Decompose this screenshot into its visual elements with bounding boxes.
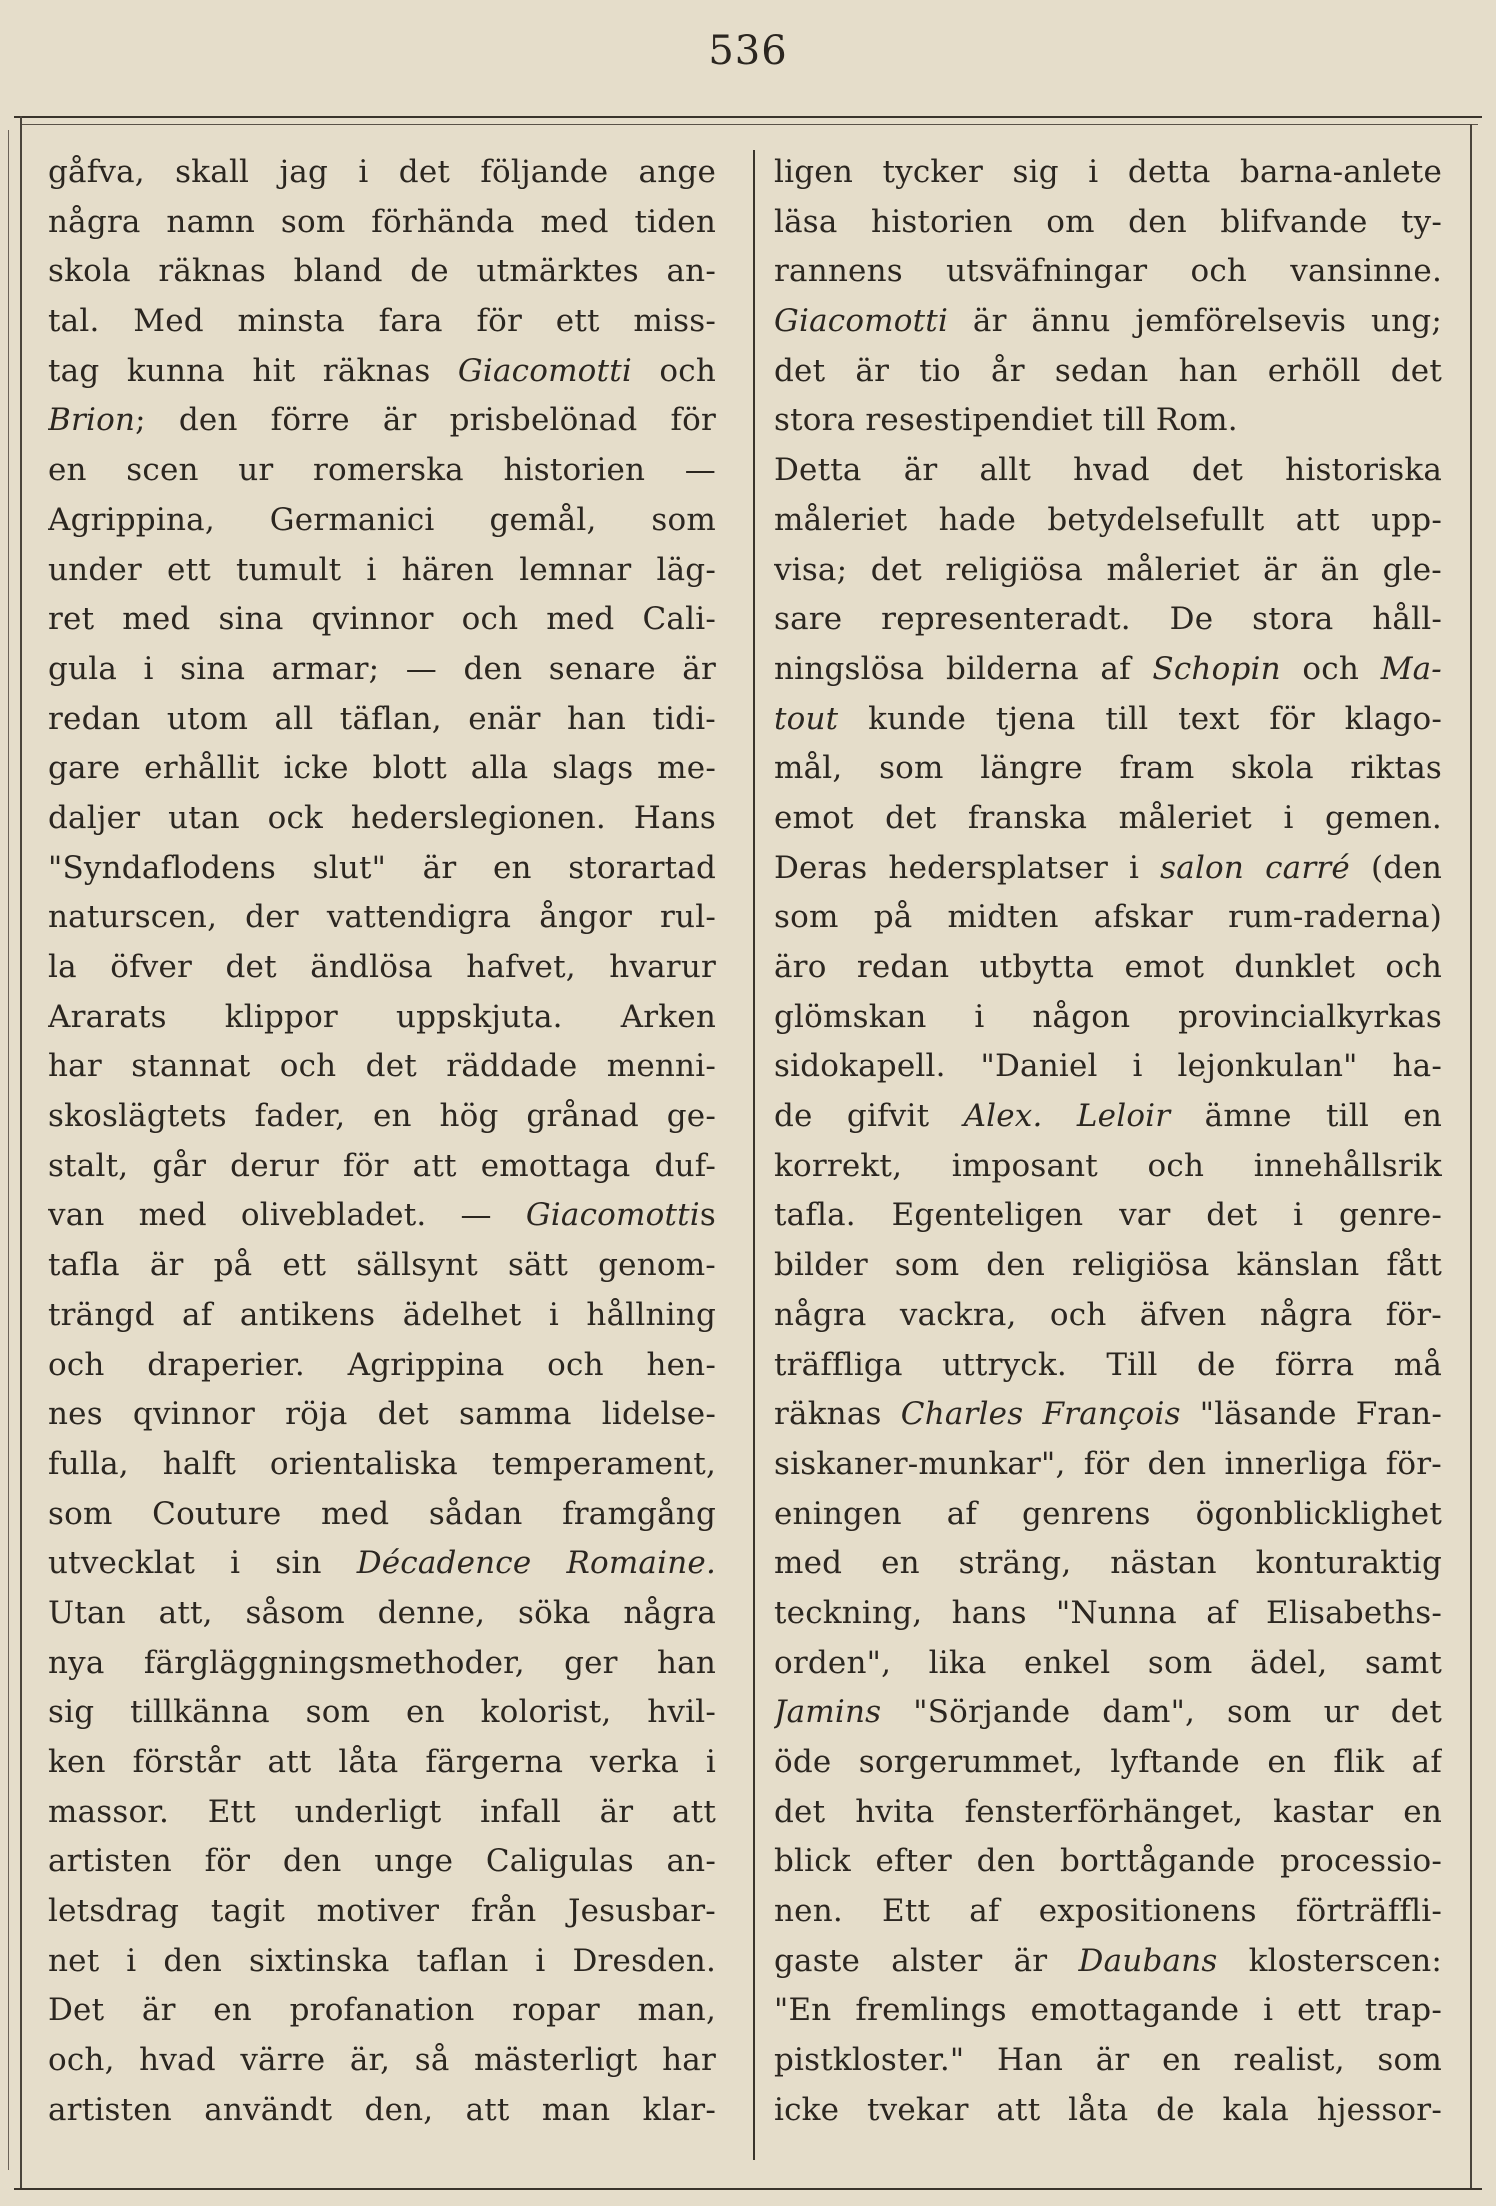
text-line: skola räknas bland de utmärktes an- <box>48 253 716 290</box>
bottom-rule <box>14 2188 1482 2190</box>
text-line: naturscen, der vattendigra ångor rul- <box>48 899 716 936</box>
column-divider <box>753 150 755 2160</box>
text-line: sig tillkänna som en kolorist, hvil- <box>48 1694 716 1731</box>
text-line: det är tio år sedan han erhöll det <box>774 352 1442 389</box>
text-line: blick efter den borttågande processio- <box>774 1843 1442 1880</box>
text-line: stalt, går derur för att emottaga duf- <box>48 1147 716 1184</box>
text-line: nes qvinnor röja det samma lidelse- <box>48 1396 716 1433</box>
text-line: Brion; den förre är prisbelönad för <box>48 402 716 439</box>
italic-name: Charles François <box>900 1396 1181 1433</box>
text-line: måleriet hade betydelsefullt att upp- <box>774 501 1442 538</box>
page-number: 536 <box>708 28 788 74</box>
text-line: Utan att, såsom denne, söka några <box>48 1594 716 1631</box>
italic-name: Giacomotti <box>774 303 949 340</box>
text-line: gare erhållit icke blott alla slags me- <box>48 750 716 787</box>
italic-name: Romaine. <box>566 1545 716 1582</box>
text-line: sidokapell. "Daniel i lejonkulan" ha- <box>774 1048 1442 1085</box>
italic-name: Ma- <box>1380 650 1442 687</box>
text-line: ret med sina qvinnor och med Cali- <box>48 601 716 638</box>
text-line: nen. Ett af expositionens förträffli- <box>774 1893 1442 1930</box>
left-border <box>20 116 22 2188</box>
text-line: tafla. Egenteligen var det i genre- <box>774 1197 1442 1234</box>
text-line: massor. Ett underligt infall är att <box>48 1793 716 1830</box>
italic-name: Jamins <box>774 1694 882 1731</box>
italic-name: Décadence <box>356 1545 532 1582</box>
text-line: med en sträng, nästan konturaktig <box>774 1545 1442 1582</box>
text-line: korrekt, imposant och innehållsrik <box>774 1147 1442 1184</box>
text-line: fulla, halft orientaliska temperament, <box>48 1445 716 1482</box>
text-line: daljer utan ock hederslegionen. Hans <box>48 799 716 836</box>
text-line: net i den sixtinska taflan i Dresden. <box>48 1942 716 1979</box>
text-line: Detta är allt hvad det historiska <box>774 452 1442 489</box>
text-line: stora resestipendiet till Rom. <box>774 402 1238 439</box>
text-line: Ararats klippor uppskjuta. Arken <box>48 998 716 1035</box>
text-line: ken förstår att låta färgerna verka i <box>48 1744 716 1780</box>
text-line: sare representeradt. De stora håll- <box>774 601 1442 638</box>
text-line: Giacomotti är ännu jemförelsevis ung; <box>774 303 1442 340</box>
text-line: artisten för den unge Caligulas an- <box>48 1843 716 1880</box>
italic-name: Brion <box>48 402 136 439</box>
text-line: och draperier. Agrippina och hen- <box>48 1346 716 1383</box>
text-line: mål, som längre fram skola riktas <box>774 750 1442 787</box>
text-line: orden", lika enkel som ädel, samt <box>774 1644 1442 1681</box>
italic-name: Daubans <box>1078 1942 1218 1979</box>
text-line: Det är en profanation ropar man, <box>48 1992 716 2029</box>
left-border-outer <box>8 130 9 2170</box>
text-line: Jamins "Sörjande dam", som ur det <box>774 1694 1442 1731</box>
text-line: tag kunna hit räknas Giacomotti och <box>48 352 716 389</box>
text-line: trängd af antikens ädelhet i hållning <box>48 1296 716 1333</box>
text-line: som på midten afskar rum-raderna) <box>774 899 1442 936</box>
text-line: några namn som förhända med tiden <box>48 203 716 240</box>
text-line: la öfver det ändlösa hafvet, hvarur <box>48 949 716 985</box>
italic-name: tout <box>774 700 839 737</box>
text-line: några vackra, och äfven några för- <box>774 1296 1442 1333</box>
text-line: under ett tumult i hären lemnar läg- <box>48 551 716 588</box>
text-line: redan utom all täflan, enär han tidi- <box>48 700 716 737</box>
text-line: eningen af genrens ögonblicklighet <box>774 1495 1442 1532</box>
text-line: en scen ur romerska historien — <box>48 452 716 489</box>
text-line: utvecklat i sin Décadence Romaine. <box>48 1545 716 1582</box>
text-line: tout kunde tjena till text för klago- <box>774 700 1442 737</box>
text-line: nya färgläggningsmethoder, ger han <box>48 1644 716 1681</box>
text-line: läsa historien om den blifvande ty- <box>774 203 1442 240</box>
text-line: gåfva, skall jag i det följande ange <box>48 154 716 190</box>
text-line: gula i sina armar; — den senare är <box>48 650 716 687</box>
right-border <box>1470 124 1472 2188</box>
text-line: emot det franska måleriet i gemen. <box>774 799 1442 836</box>
text-line: siskaner-munkar", för den innerliga för- <box>774 1445 1442 1482</box>
text-line: "Syndaflodens slut" är en storartad <box>48 849 716 886</box>
text-line: artisten användt den, att man klar- <box>48 2091 716 2128</box>
text-line: skoslägtets fader, en hög grånad ge- <box>48 1098 716 1135</box>
text-line: bilder som den religiösa känslan fått <box>774 1247 1442 1284</box>
text-line: det hvita fensterförhänget, kastar en <box>774 1793 1442 1830</box>
top-rule <box>14 116 1482 118</box>
text-line: har stannat och det räddade menni- <box>48 1048 716 1085</box>
text-line: träffliga uttryck. Till de förra må <box>774 1346 1442 1383</box>
italic-name: Giacomotti <box>525 1197 700 1234</box>
top-rule-inner <box>22 124 1478 125</box>
text-line: gaste alster är Daubans klosterscen: <box>774 1942 1442 1979</box>
italic-name: Giacomotti <box>457 352 632 389</box>
text-line: teckning, hans "Nunna af Elisabeths- <box>774 1594 1442 1631</box>
text-line: de gifvit Alex. Leloir ämne till en <box>774 1098 1442 1135</box>
italic-name: Leloir <box>1076 1098 1171 1135</box>
text-line: äro redan utbytta emot dunklet och <box>774 949 1442 985</box>
italic-name: Alex. <box>963 1098 1043 1135</box>
text-line: ligen tycker sig i detta barna-anlete <box>774 154 1442 190</box>
text-line: och, hvad värre är, så mästerligt har <box>48 2042 716 2079</box>
text-line: tafla är på ett sällsynt sätt genom- <box>48 1247 716 1284</box>
text-line: tal. Med minsta fara för ett miss- <box>48 303 716 340</box>
text-line: van med olivebladet. — Giacomottis <box>48 1197 716 1234</box>
text-line: öde sorgerummet, lyftande en flik af <box>774 1744 1442 1780</box>
text-line: letsdrag tagit motiver från Jesusbar- <box>48 1893 716 1930</box>
text-line: glömskan i någon provincialkyrkas <box>774 998 1442 1035</box>
text-line: som Couture med sådan framgång <box>48 1495 716 1532</box>
text-line: räknas Charles François "läsande Fran- <box>774 1396 1442 1433</box>
text-line: pistkloster." Han är en realist, som <box>774 2042 1442 2079</box>
text-line: Agrippina, Germanici gemål, som <box>48 501 716 538</box>
text-line: icke tvekar att låta de kala hjessor- <box>774 2091 1442 2128</box>
right-column <box>774 148 1442 2178</box>
text-line: "En fremlings emottagande i ett trap- <box>774 1992 1442 2029</box>
italic-name: salon carré <box>1160 849 1350 886</box>
text-line: ningslösa bilderna af Schopin och Ma- <box>774 650 1442 687</box>
text-line: Deras hedersplatser i salon carré (den <box>774 849 1442 886</box>
text-line: visa; det religiösa måleriet är än gle- <box>774 551 1442 588</box>
left-column <box>48 148 716 2178</box>
text-line: rannens utsväfningar och vansinne. <box>774 253 1442 290</box>
italic-name: Schopin <box>1152 650 1281 687</box>
